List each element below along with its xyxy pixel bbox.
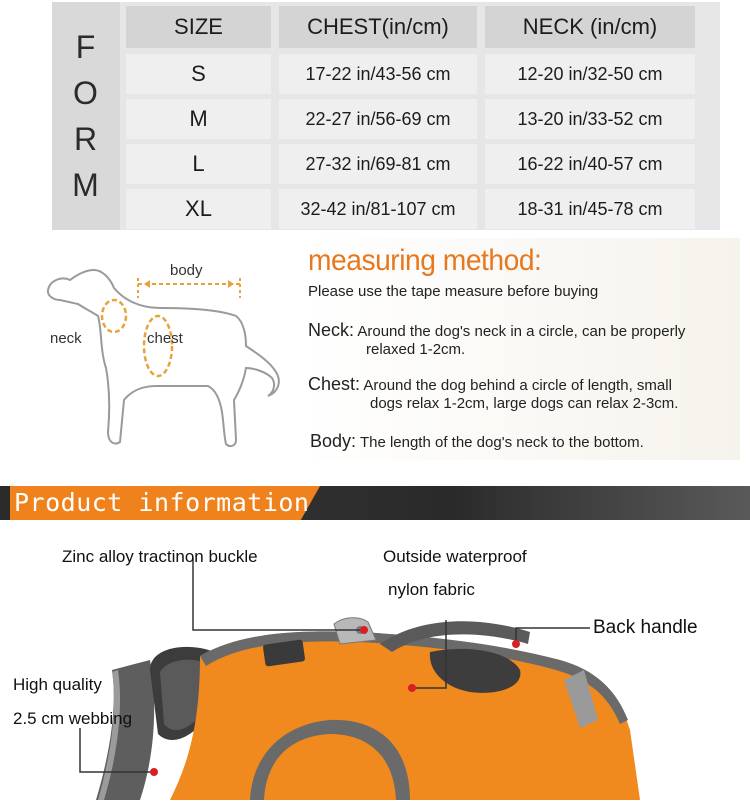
webbing-callout-line2: 2.5 cm webbing [13, 709, 133, 728]
table-row [126, 54, 695, 94]
form-letter: M [72, 167, 100, 203]
body-label: body [170, 262, 203, 279]
form-side-label [52, 2, 120, 230]
banner-edge [0, 486, 10, 520]
chest-cell: 17-22 in/43-56 cm [279, 54, 477, 94]
neck-key: Neck: [308, 320, 355, 340]
header-chest: CHEST(in/cm) [279, 6, 477, 48]
neck-cell: 18-31 in/45-78 cm [485, 189, 695, 229]
chest-text: Around the dog behind a circle of length, small [363, 377, 672, 394]
neck-label: neck [50, 330, 82, 347]
form-letter: O [73, 75, 99, 111]
harness-product-view [0, 520, 750, 800]
form-letter: F [75, 29, 97, 65]
fabric-callout-line1: Outside waterproof [383, 547, 527, 566]
size-cell: XL [126, 189, 271, 229]
chest-cell: 22-27 in/56-69 cm [279, 99, 477, 139]
table-row [126, 99, 695, 139]
chest-text-cont: dogs relax 1-2cm, large dogs can relax 2-3cm. [370, 395, 679, 412]
webbing-callout-line1: High quality [13, 675, 102, 694]
neck-cell: 13-20 in/33-52 cm [485, 99, 695, 139]
chest-label: chest [147, 330, 183, 347]
product-information-title: Product information [14, 488, 310, 517]
size-cell: L [126, 144, 271, 184]
chest-cell: 32-42 in/81-107 cm [279, 189, 477, 229]
measuring-method-panel [300, 238, 740, 460]
chest-key: Chest: [308, 374, 361, 394]
neck-instruction [308, 320, 685, 342]
size-chart [52, 2, 720, 230]
header-neck: NECK (in/cm) [485, 6, 695, 48]
form-letter: R [73, 121, 99, 157]
measuring-method-title: measuring method: [308, 244, 542, 277]
header-size: SIZE [126, 6, 271, 48]
dog-outline-icon [40, 250, 295, 460]
chest-cell: 27-32 in/69-81 cm [279, 144, 477, 184]
fabric-callout-line2: nylon fabric [388, 580, 475, 599]
buckle-callout: Zinc alloy tractinon buckle [62, 547, 258, 566]
chest-instruction [308, 374, 672, 396]
neck-text-cont: relaxed 1-2cm. [366, 341, 466, 358]
body-text: The length of the dog's neck to the bottom. [359, 434, 644, 451]
body-instruction [310, 431, 644, 453]
measuring-subtitle: Please use the tape measure before buying [308, 283, 599, 300]
product-information-banner [0, 486, 750, 520]
table-header-row [126, 6, 695, 48]
handle-callout: Back handle [593, 617, 698, 638]
body-key: Body: [310, 431, 357, 451]
neck-text: Around the dog's neck in a circle, can be properly [357, 323, 686, 340]
table-row [126, 189, 695, 229]
dog-measure-diagram [40, 250, 295, 460]
table-row [126, 144, 695, 184]
size-cell: S [126, 54, 271, 94]
neck-cell: 16-22 in/40-57 cm [485, 144, 695, 184]
neck-cell: 12-20 in/32-50 cm [485, 54, 695, 94]
size-cell: M [126, 99, 271, 139]
